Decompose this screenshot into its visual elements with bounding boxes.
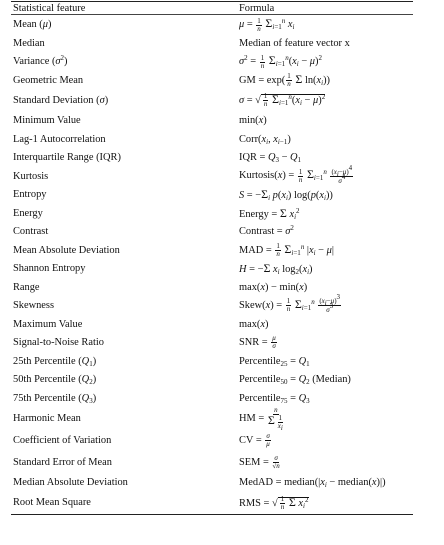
formula-lag-1-autocorrelation: $Corr(x_i$, $x_{i-1}$) <box>239 133 291 146</box>
feature-kurtosis: Kurtosis <box>13 170 49 182</box>
formula-median: Median of feature vector x <box>239 37 350 49</box>
table-row <box>11 451 413 473</box>
feature-mean: Mean (μ) <box>13 19 52 31</box>
table-row <box>11 130 413 149</box>
formula-root-mean-square: RMS = √ $\frac{1}{n}$ Σ $x_i^2$ <box>239 494 309 511</box>
feature-median: Median <box>13 37 45 49</box>
feature-variance: Variance $(\sigma^2)$ <box>13 54 68 68</box>
table-row <box>11 473 413 492</box>
header-feature: Statistical feature <box>13 2 86 14</box>
formula-maximum-value: max(x) <box>239 318 269 330</box>
formula-geometric-mean: GM = exp( $\frac{1}{n}$ Σ $\ln(x_i)$) <box>239 71 330 89</box>
feature-maximum-value: Maximum Value <box>13 318 83 330</box>
table-row <box>11 315 413 334</box>
table-row <box>11 222 413 241</box>
table-row <box>11 34 413 53</box>
feature-root-mean-square: Root Mean Square <box>13 497 91 509</box>
table-row <box>11 185 413 204</box>
feature-skewness: Skewness <box>13 300 54 312</box>
formula-range: max(x) − min(x) <box>239 281 308 293</box>
table-row <box>11 15 413 34</box>
table-row <box>11 492 413 514</box>
feature-75th-percentile: 75th Percentile $(Q_3)$ <box>13 392 97 405</box>
table-row <box>11 405 413 432</box>
formula-minimum-value: min(x) <box>239 115 267 127</box>
table-row <box>11 370 413 389</box>
formula-25th-percentile: Percentile$_{25}$ = $Q_1$ <box>239 355 310 368</box>
table-row <box>11 111 413 130</box>
feature-minimum-value: Minimum Value <box>13 115 81 127</box>
feature-signal-to-noise-ratio: Signal-to-Noise Ratio <box>13 337 104 349</box>
table-row <box>11 293 413 315</box>
table-row <box>11 71 413 90</box>
feature-table <box>11 0 413 515</box>
formula-shannon-entropy: H = −Σ $x_i$ $\log_2(x_i)$ <box>239 261 313 277</box>
formula-entropy: $S = -\Sigma_i$ $p(x_i)$ $\log(p(x_i))$ <box>239 187 333 203</box>
table-row <box>11 429 413 451</box>
table-row <box>11 389 413 408</box>
formula-harmonic-mean: HM = n Σ $\frac{1}{x_i}$ <box>239 405 283 432</box>
feature-interquartile-range: Interquartile Range (IQR) <box>13 152 121 164</box>
feature-shannon-entropy: Shannon Entropy <box>13 263 86 275</box>
feature-energy: Energy <box>13 207 43 219</box>
table-row <box>11 352 413 371</box>
feature-range: Range <box>13 281 40 293</box>
formula-standard-deviation: σ = √ $\frac{1}{n}$ $\Sigma_{i=1}^n(x_i - \mu)^2$ <box>239 92 326 109</box>
formula-median-absolute-deviation: MedAD = $median(|x_i$ − median(x)|) <box>239 477 386 490</box>
table-row <box>11 148 413 167</box>
formula-mean-absolute-deviation: MAD = $\frac{1}{n}$ $\Sigma_{i=1}^n$ $|x_i - \mu|$ <box>239 241 334 259</box>
table-row <box>11 89 413 111</box>
formula-contrast: Contrast = $\sigma^2$ <box>239 224 294 238</box>
feature-contrast: Contrast <box>13 226 49 238</box>
formula-50th-percentile: Percentile$_{50}$ = $Q_2$ (Median) <box>239 374 351 387</box>
table-row <box>11 278 413 297</box>
feature-25th-percentile: 25th Percentile $(Q_1)$ <box>13 355 97 368</box>
formula-variance: $\sigma^2$ = $\frac{1}{n}$ $\Sigma_{i=1}^n(x_i - \mu)^2$ <box>239 53 322 70</box>
feature-standard-deviation: Standard Deviation (σ) <box>13 94 109 106</box>
feature-mean-absolute-deviation: Mean Absolute Deviation <box>13 244 120 256</box>
table-row <box>11 204 413 223</box>
feature-entropy: Entropy <box>13 189 47 201</box>
feature-median-absolute-deviation: Median Absolute Deviation <box>13 477 128 489</box>
feature-geometric-mean: Geometric Mean <box>13 74 84 86</box>
table-body <box>11 15 413 514</box>
formula-signal-to-noise-ratio: SNR = $\frac{\mu}{\sigma}$ <box>239 334 276 351</box>
feature-coefficient-of-variation: Coefficient of Variation <box>13 434 112 446</box>
table-row <box>11 333 413 352</box>
header-row <box>11 2 413 14</box>
feature-standard-error-of-mean: Standard Error of Mean <box>13 456 112 468</box>
feature-harmonic-mean: Harmonic Mean <box>13 412 81 424</box>
formula-75th-percentile: Percentile$_{75}$ = $Q_3$ <box>239 392 310 405</box>
feature-lag-1-autocorrelation: Lag-1 Autocorrelation <box>13 133 106 145</box>
table-row <box>11 163 413 186</box>
feature-50th-percentile: 50th Percentile $(Q_2)$ <box>13 374 97 387</box>
formula-interquartile-range: IQR = $Q_3 - Q_1$ <box>239 152 302 165</box>
table-row <box>11 241 413 260</box>
table-row <box>11 52 413 71</box>
formula-standard-error-of-mean: SEM = $\frac{\sigma}{√n}$ <box>239 453 280 470</box>
header-formula: Formula <box>239 2 275 14</box>
table-row <box>11 259 413 278</box>
formula-energy: Energy = Σ $x_i^2$ <box>239 205 300 221</box>
formula-mean: μ = $\frac{1}{n}$ $\Sigma_{i=1}^n$ $x_i$ <box>239 16 295 33</box>
formula-kurtosis: Kurtosis(x) = $\frac{1}{n}$ $\Sigma_{i=1}^n$ $\frac{(x_i-\mu)^4}{\sigma^4}$ <box>239 163 353 185</box>
formula-skewness: Skew(x) = $\frac{1}{n}$ $\Sigma_{i=1}^n$ $\frac{(x_i-\mu)^3}{\sigma^3}$ <box>239 293 341 315</box>
formula-coefficient-of-variation: CV = $\frac{\sigma}{\mu}$ <box>239 431 270 448</box>
bottom-rule <box>11 514 413 515</box>
